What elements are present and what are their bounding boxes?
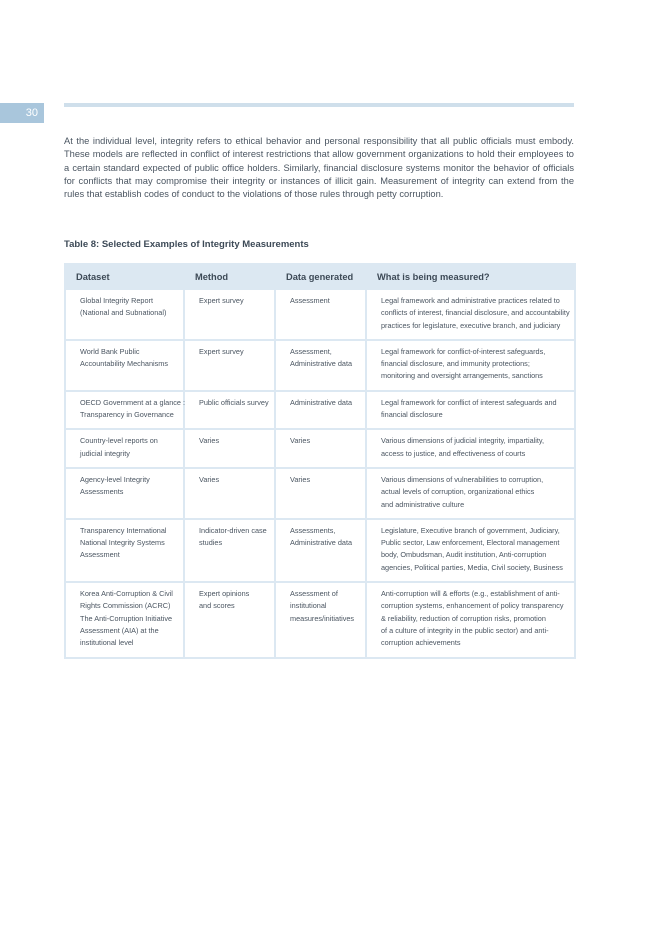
- cell-line: judicial integrity: [80, 448, 130, 458]
- cell-line: Rights Commission (ACRC): [80, 601, 171, 611]
- cell-line: Legal framework for conflict-of-interest safeguards,: [381, 346, 546, 356]
- cell-line: Expert survey: [199, 296, 244, 305]
- cell-line: Expert survey: [199, 346, 244, 356]
- cell-dataset: [65, 429, 184, 468]
- cell-line: and administrative culture: [381, 499, 465, 509]
- table-row: [65, 468, 575, 519]
- cell-dataset: [65, 391, 184, 430]
- cell-line: institutional: [290, 601, 327, 611]
- cell-what-measured: [366, 429, 575, 468]
- cell-line: Assessment of: [290, 589, 338, 599]
- cell-dataset: [65, 519, 184, 582]
- cell-line: Public sector, Law enforcement, Electoral management: [381, 538, 560, 548]
- cell-line: Accountability Mechanisms: [80, 359, 169, 369]
- cell-line: financial disclosure, and immunity protections;: [381, 359, 530, 369]
- cell-line: Various dimensions of judicial integrity, impartiality,: [381, 436, 545, 446]
- cell-line: Administrative data: [290, 538, 353, 548]
- cell-data-generated: [275, 340, 366, 391]
- cell-line: Legislature, Executive branch of government, Judiciary,: [381, 525, 560, 535]
- cell-line: The Anti-Corruption Initiative: [80, 613, 173, 623]
- cell-line: Country-level reports on: [80, 436, 158, 446]
- page-number: 30: [0, 103, 44, 123]
- cell-line: Assessments,: [290, 525, 336, 535]
- cell-line: Public officials survey: [199, 397, 269, 407]
- cell-data-generated: [275, 519, 366, 582]
- cell-line: studies: [199, 538, 223, 548]
- cell-line: body, Ombudsman, Audit institution, Anti-corruption: [381, 550, 547, 560]
- header-what-measured: What is being measured?: [366, 264, 575, 289]
- header-method: Method: [184, 264, 275, 289]
- integrity-measurements-table: [64, 263, 576, 659]
- cell-line: Assessment,: [290, 346, 332, 356]
- cell-line: conflicts of interest, financial disclosure, and accountability: [381, 308, 570, 318]
- cell-method: [184, 582, 275, 657]
- table-body: [65, 289, 575, 658]
- cell-line: institutional level: [80, 638, 134, 648]
- cell-line: World Bank Public: [80, 346, 140, 356]
- cell-method: [184, 468, 275, 519]
- cell-data-generated: [275, 582, 366, 657]
- cell-line: of a culture of integrity in the public sector) and anti-: [381, 625, 549, 635]
- cell-what-measured: [366, 340, 575, 391]
- cell-line: corruption achievements: [381, 638, 461, 648]
- cell-line: Indicator-driven case: [199, 525, 267, 535]
- cell-line: Expert opinions: [199, 589, 250, 599]
- cell-line: access to justice, and effectiveness of courts: [381, 448, 526, 458]
- cell-line: actual levels of corruption, organizational ethics: [381, 487, 535, 497]
- cell-what-measured: [366, 519, 575, 582]
- table-row: [65, 289, 575, 340]
- intro-line: These models are reflected in conflict of interest restrictions that allow government organizations to hold their employees: [64, 149, 564, 160]
- cell-line: corruption systems, enhancement of policy transparency: [381, 601, 564, 611]
- cell-line: Assessment: [290, 296, 330, 305]
- cell-method: [184, 519, 275, 582]
- intro-line: to a certain standard expected of public office holders. Similarly, financial disclosure systems monitor the behavior of: [64, 149, 574, 173]
- intro-line: from the rules that establish codes of conduct to the violations of those rules through petty corruption.: [64, 175, 574, 200]
- cell-method: [184, 391, 275, 430]
- cell-dataset: [65, 340, 184, 391]
- cell-line: financial disclosure: [381, 410, 443, 420]
- cell-line: Assessment (AIA) at the: [80, 625, 159, 635]
- cell-line: Assessments: [80, 487, 124, 497]
- cell-line: Anti-corruption will & efforts (e.g., establishment of anti-: [381, 589, 560, 599]
- cell-line: (National and Subnational): [80, 308, 167, 318]
- cell-line: National Integrity Systems: [80, 538, 165, 548]
- cell-line: measures/initiatives: [290, 613, 355, 623]
- cell-line: Legal framework and administrative practices related to: [381, 296, 560, 305]
- cell-line: & reliability, reduction of corruption risks, promotion: [381, 613, 546, 623]
- cell-what-measured: [366, 289, 575, 340]
- cell-line: Varies: [199, 436, 220, 446]
- intro-paragraph: [64, 135, 574, 201]
- header-data-generated: Data generated: [275, 264, 366, 289]
- cell-line: Transparency International: [80, 525, 167, 535]
- table-row: [65, 429, 575, 468]
- cell-line: monitoring and oversight arrangements, sanctions: [381, 371, 543, 381]
- cell-dataset: [65, 289, 184, 340]
- table-row: [65, 519, 575, 582]
- cell-what-measured: [366, 582, 575, 657]
- cell-method: [184, 289, 275, 340]
- cell-line: Administrative data: [290, 397, 353, 407]
- cell-line: Various dimensions of vulnerabilities to corruption,: [381, 474, 544, 484]
- cell-line: Korea Anti-Corruption & Civil: [80, 589, 173, 599]
- intro-line: officials for conflicts that may compromise their integrity or instances of illicit gain. Measurement of integrity can extend: [64, 162, 574, 186]
- cell-data-generated: [275, 289, 366, 340]
- header-rule: [64, 103, 574, 107]
- cell-what-measured: [366, 391, 575, 430]
- cell-line: OECD Government at a glance :: [80, 397, 186, 407]
- cell-data-generated: [275, 468, 366, 519]
- cell-line: Transparency in Governance: [80, 410, 174, 420]
- cell-data-generated: [275, 391, 366, 430]
- cell-what-measured: [366, 468, 575, 519]
- cell-dataset: [65, 468, 184, 519]
- table-row: [65, 391, 575, 430]
- table-row: [65, 340, 575, 391]
- cell-line: and scores: [199, 601, 235, 611]
- cell-line: Varies: [290, 474, 311, 484]
- cell-line: agencies, Political parties, Media, Civil society, Business: [381, 562, 563, 572]
- cell-dataset: [65, 582, 184, 657]
- table-caption: Table 8: Selected Examples of Integrity Measurements: [64, 239, 309, 250]
- cell-line: Assessment: [80, 550, 120, 560]
- cell-line: Varies: [199, 474, 220, 484]
- cell-line: Agency-level Integrity: [80, 474, 150, 484]
- cell-line: Global Integrity Report: [80, 296, 154, 305]
- header-dataset: Dataset: [65, 264, 184, 289]
- cell-method: [184, 340, 275, 391]
- table-header-row: [65, 264, 575, 289]
- cell-line: practices for legislature, executive branch, and judiciary: [381, 320, 561, 330]
- cell-line: Legal framework for conflict of interest safeguards and: [381, 397, 557, 407]
- intro-line: At the individual level, integrity refers to ethical behavior and personal responsibility that all public officials must embody.: [64, 136, 574, 146]
- table-row: [65, 582, 575, 657]
- cell-line: Varies: [290, 436, 311, 446]
- cell-line: Administrative data: [290, 359, 353, 369]
- cell-method: [184, 429, 275, 468]
- cell-data-generated: [275, 429, 366, 468]
